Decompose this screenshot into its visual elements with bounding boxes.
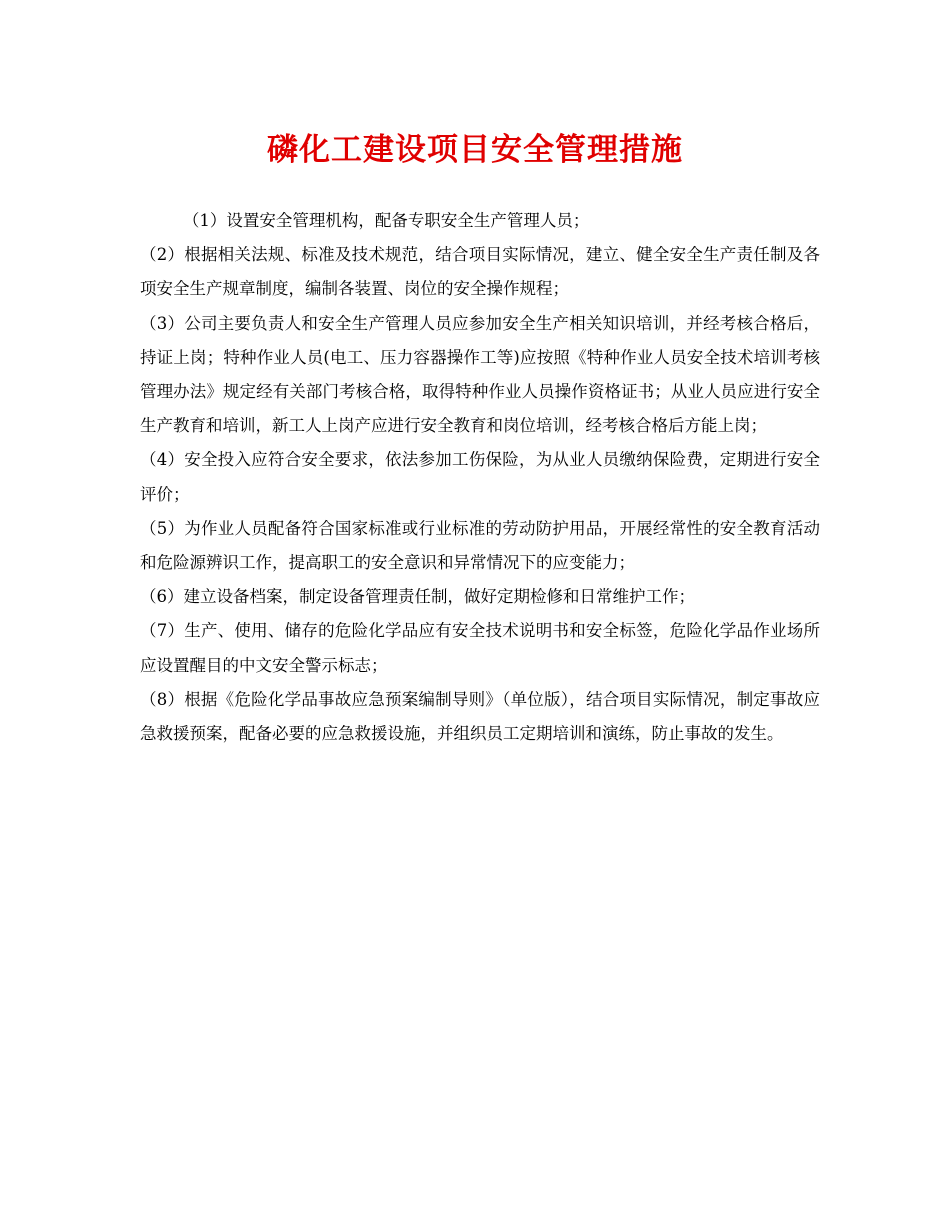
paragraph-6: （6）建立设备档案，制定设备管理责任制，做好定期检修和日常维护工作；: [140, 587, 695, 607]
paragraph-2: （2）根据相关法规、标准及技术规范，结合项目实际情况，建立、健全安全生产责任制及各项安全生产规章制度，编制各装置、岗位的安全操作规程；: [140, 245, 820, 299]
paragraph-4: （4）安全投入应符合安全要求，依法参加工伤保险，为从业人员缴纳保险费，定期进行安全评价；: [140, 450, 820, 504]
paragraph-7: （7）生产、使用、储存的危险化学品应有安全技术说明书和安全标签，危险化学品作业场所应设置醒目的中文安全警示标志；: [140, 621, 820, 675]
paragraph-5: （5）为作业人员配备符合国家标准或行业标准的劳动防护用品，开展经常性的安全教育活动和危险源辨识工作，提高职工的安全意识和异常情况下的应变能力；: [140, 518, 820, 573]
paragraph-1: （1）设置安全管理机构，配备专职安全生产管理人员；: [182, 211, 590, 230]
paragraph-8: （8）根据《危险化学品事故应急预案编制导则》（单位版），结合项目实际情况，制定事故应急救援预案，配备必要的应急救援设施，并组织员工定期培训和演练，防止事故的发生。: [140, 689, 820, 744]
document-title: 磷化工建设项目安全管理措施: [267, 132, 683, 168]
document-body: [140, 204, 820, 751]
paragraph-3: （3）公司主要负责人和安全生产管理人员应参加安全生产相关知识培训，并经考核合格后，持证上岗；特种作业人员(电工、压力容器操作工等)应按照《特种作业人员安全技术培训考核管理办法》规定经有关部门考核合格，取得特种作业人员操作资格证书；从业人员应进行安全生产教育和培训，新工人上岗产应进行安全教育和岗位培训，经考核合格后方能上岗；: [140, 313, 820, 436]
